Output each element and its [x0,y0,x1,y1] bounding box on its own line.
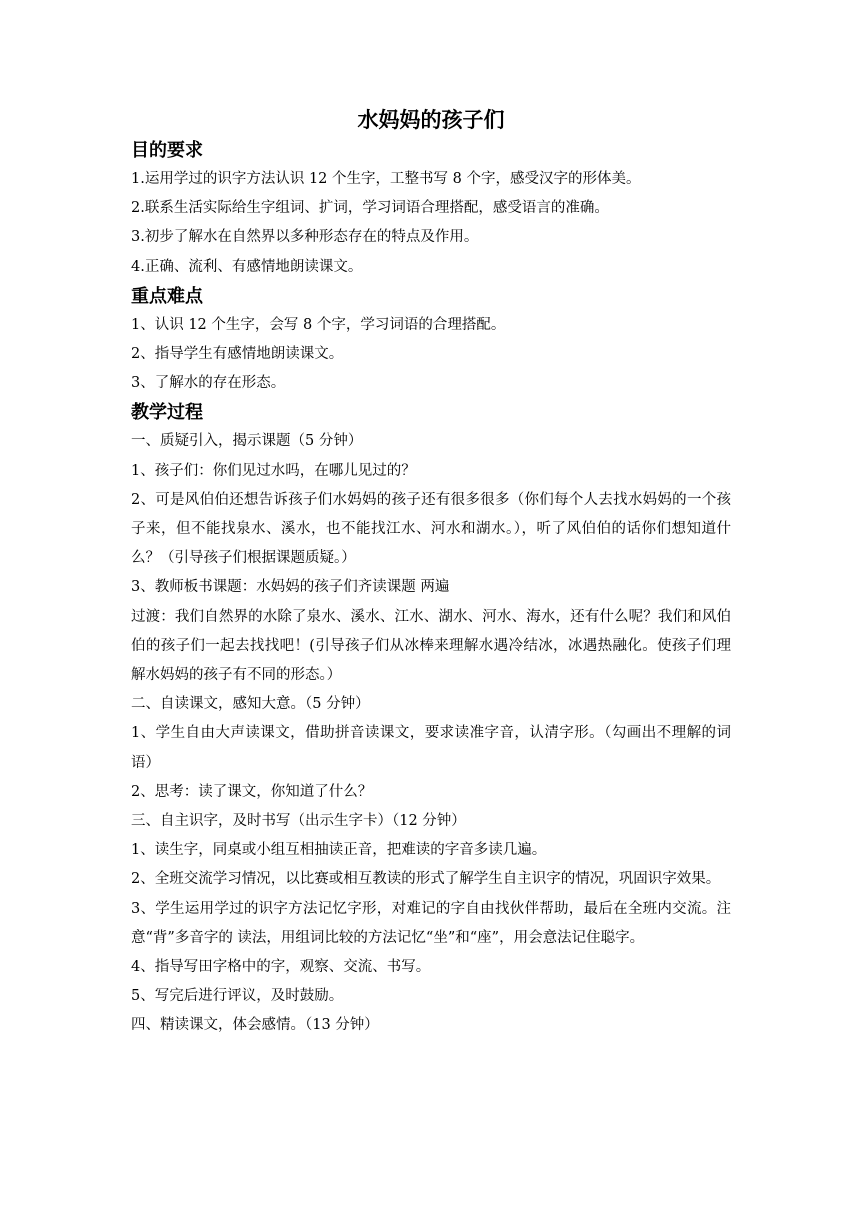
paragraph: 4.正确、流利、有感情地朗读课文。 [131,258,363,275]
paragraph: 2、思考：读了课文，你知道了什么？ [131,783,373,800]
paragraph: 1、认识 12 个生字，会写 8 个字，学习词语的合理搭配。 [131,316,506,333]
section-heading-objectives: 目的要求 [131,140,203,161]
paragraph: 1、读生字，同桌或小组互相抽读正音，把难读的字音多读几遍。 [131,842,547,859]
paragraph: 2、全班交流学习情况，以比赛或相互教读的形式了解学生自主识字的情况，巩固识字效果。 [131,871,721,888]
paragraph: 2、可是风伯伯还想告诉孩子们水妈妈的孩子还有很多很多（你们每个人去找水妈妈的一个孩子来，但不能找泉水、溪水，也不能找江水、河水和湖水。），听了风伯伯的话你们想知道什么？（引导孩子们根据课题质疑。） [131,491,731,567]
paragraph: 1、学生自由大声读课文，借助拼音读课文，要求读准字音，认清字形。（勾画出不理解的词语） [131,725,731,771]
paragraph: 三、自主识字，及时书写（出示生字卡）（12 分钟） [131,813,466,830]
paragraph: 四、精读课文，体会感情。（13 分钟） [131,1017,379,1034]
document-body [131,104,731,1041]
paragraph: 过渡：我们自然界的水除了泉水、溪水、江水、湖水、河水、海水，还有什么呢？我们和风伯伯的孩子们一起去找找吧！(引导孩子们从冰棒来理解水遇冷结冰，冰遇热融化。使孩子们理解水妈妈的孩子有不同的形态。） [131,608,731,684]
paragraph: 2、指导学生有感情地朗读课文。 [131,346,344,363]
paragraph: 3、了解水的存在形态。 [131,375,286,392]
section-heading-key-points: 重点难点 [131,285,203,307]
paragraph: 一、质疑引入，揭示课题（5 分钟） [131,433,363,450]
paragraph: 3.初步了解水在自然界以多种形态存在的特点及作用。 [131,229,479,246]
paragraph: 5、写完后进行评议，及时鼓励。 [131,988,344,1005]
paragraph: 4、指导写田字格中的字，观察、交流、书写。 [131,959,431,976]
paragraph: 1.运用学过的识字方法认识 12 个生字，工整书写 8 个字，感受汉字的形体美。 [131,171,641,187]
paragraph: 3、教师板书课题：水妈妈的孩子们齐读课题 两遍 [131,579,450,596]
section-heading-teaching-process: 教学过程 [131,402,203,424]
paragraph: 二、自读课文，感知大意。（5 分钟） [131,696,370,713]
paragraph: 1、孩子们：你们见过水吗，在哪儿见过的？ [131,462,416,479]
paragraph: 3、学生运用学过的识字方法记忆字形，对难记的字自由找伙伴帮助，最后在全班内交流。注意“背”多音字的 读法，用组词比较的方法记忆“坐”和“座”，用会意法记住聪字。 [131,900,731,946]
paragraph: 2.联系生活实际给生字组词、扩词，学习词语合理搭配，感受语言的准确。 [131,200,609,217]
document-title: 水妈妈的孩子们 [357,108,505,132]
